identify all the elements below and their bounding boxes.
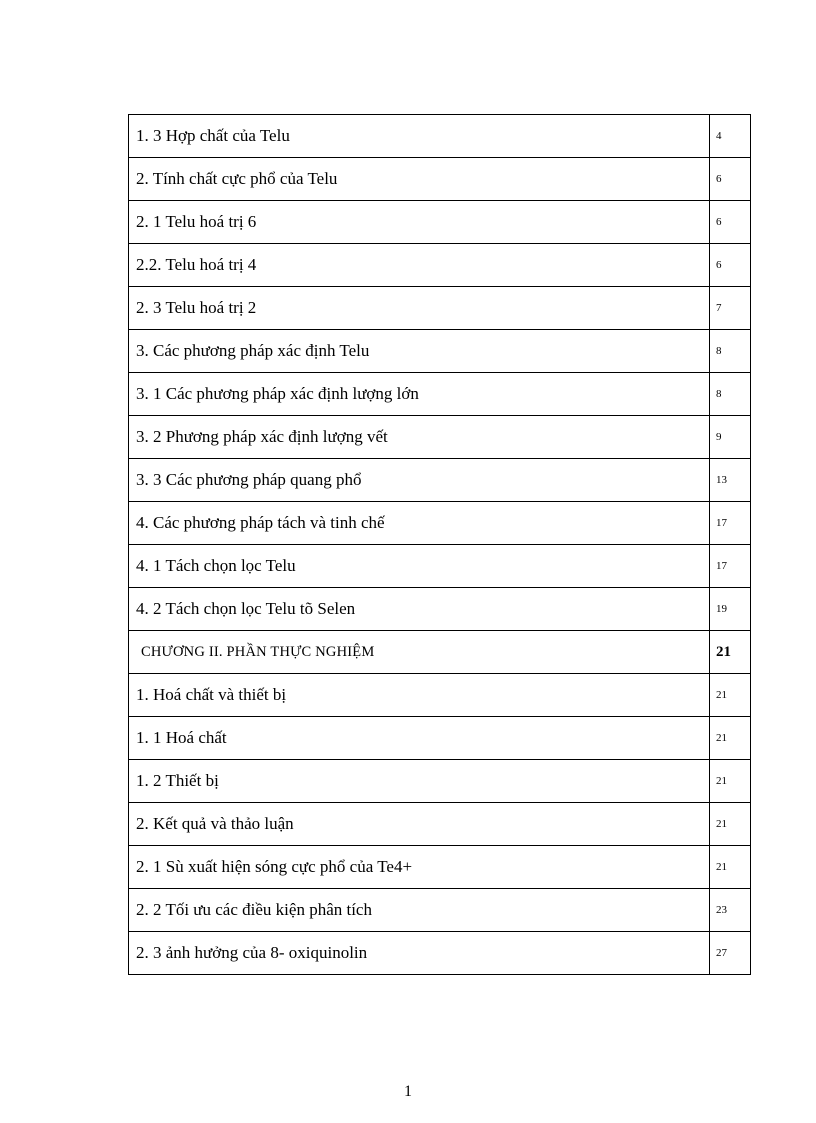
toc-entry-page: 9 xyxy=(710,416,751,459)
toc-entry-title: 1. 2 Thiết bị xyxy=(129,760,710,803)
toc-entry-title: 2. 1 Sù xuất hiện sóng cực phổ của Te4+ xyxy=(129,846,710,889)
toc-entry-title: 1. 3 Hợp chất của Telu xyxy=(129,115,710,158)
toc-chapter-title: CHƯƠNG II. PHẦN THỰC NGHIỆM xyxy=(129,631,710,674)
toc-entry-page: 19 xyxy=(710,588,751,631)
toc-row xyxy=(129,416,751,459)
toc-row xyxy=(129,588,751,631)
toc-chapter-row xyxy=(129,631,751,674)
toc-entry-page: 21 xyxy=(710,760,751,803)
toc-row xyxy=(129,760,751,803)
toc-row xyxy=(129,287,751,330)
toc-row xyxy=(129,889,751,932)
toc-entry-page: 7 xyxy=(710,287,751,330)
toc-row xyxy=(129,459,751,502)
toc-row xyxy=(129,932,751,975)
toc-entry-title: 2. 3 Telu hoá trị 2 xyxy=(129,287,710,330)
page-number: 1 xyxy=(404,1083,412,1100)
toc-row xyxy=(129,545,751,588)
toc-entry-page: 8 xyxy=(710,330,751,373)
toc-entry-page: 6 xyxy=(710,244,751,287)
toc-entry-title: 2.2. Telu hoá trị 4 xyxy=(129,244,710,287)
toc-row xyxy=(129,115,751,158)
toc-row xyxy=(129,244,751,287)
toc-entry-page: 21 xyxy=(710,846,751,889)
toc-entry-title: 3. 2 Phương pháp xác định lượng vết xyxy=(129,416,710,459)
toc-entry-title: 4. 1 Tách chọn lọc Telu xyxy=(129,545,710,588)
toc-entry-page: 6 xyxy=(710,158,751,201)
toc-entry-title: 2. 3 ảnh hưởng của 8- oxiquinolin xyxy=(129,932,710,975)
toc-chapter-page: 21 xyxy=(710,631,751,674)
toc-row xyxy=(129,717,751,760)
toc-entry-title: 2. 2 Tối ưu các điều kiện phân tích xyxy=(129,889,710,932)
toc-entry-page: 13 xyxy=(710,459,751,502)
toc-entry-page: 17 xyxy=(710,545,751,588)
toc-row xyxy=(129,803,751,846)
toc-row xyxy=(129,201,751,244)
toc-entry-title: 3. Các phương pháp xác định Telu xyxy=(129,330,710,373)
toc-row xyxy=(129,846,751,889)
toc-row xyxy=(129,373,751,416)
toc-entry-page: 8 xyxy=(710,373,751,416)
toc-entry-title: 1. 1 Hoá chất xyxy=(129,717,710,760)
toc-entry-title: 2. Tính chất cực phổ của Telu xyxy=(129,158,710,201)
toc-row xyxy=(129,502,751,545)
toc-entry-title: 4. 2 Tách chọn lọc Telu tõ Selen xyxy=(129,588,710,631)
toc-row xyxy=(129,330,751,373)
toc-entry-page: 17 xyxy=(710,502,751,545)
toc-entry-title: 1. Hoá chất và thiết bị xyxy=(129,674,710,717)
toc-entry-title: 4. Các phương pháp tách và tinh chế xyxy=(129,502,710,545)
toc-row xyxy=(129,158,751,201)
toc-entry-page: 21 xyxy=(710,674,751,717)
toc-row xyxy=(129,674,751,717)
toc-entry-page: 27 xyxy=(710,932,751,975)
toc-entry-page: 6 xyxy=(710,201,751,244)
toc-entry-page: 23 xyxy=(710,889,751,932)
table-of-contents xyxy=(128,114,751,975)
toc-entry-page: 4 xyxy=(710,115,751,158)
toc-entry-page: 21 xyxy=(710,803,751,846)
toc-entry-title: 3. 3 Các phương pháp quang phổ xyxy=(129,459,710,502)
toc-entry-title: 2. 1 Telu hoá trị 6 xyxy=(129,201,710,244)
toc-entry-title: 3. 1 Các phương pháp xác định lượng lớn xyxy=(129,373,710,416)
toc-entry-title: 2. Kết quả và thảo luận xyxy=(129,803,710,846)
toc-entry-page: 21 xyxy=(710,717,751,760)
